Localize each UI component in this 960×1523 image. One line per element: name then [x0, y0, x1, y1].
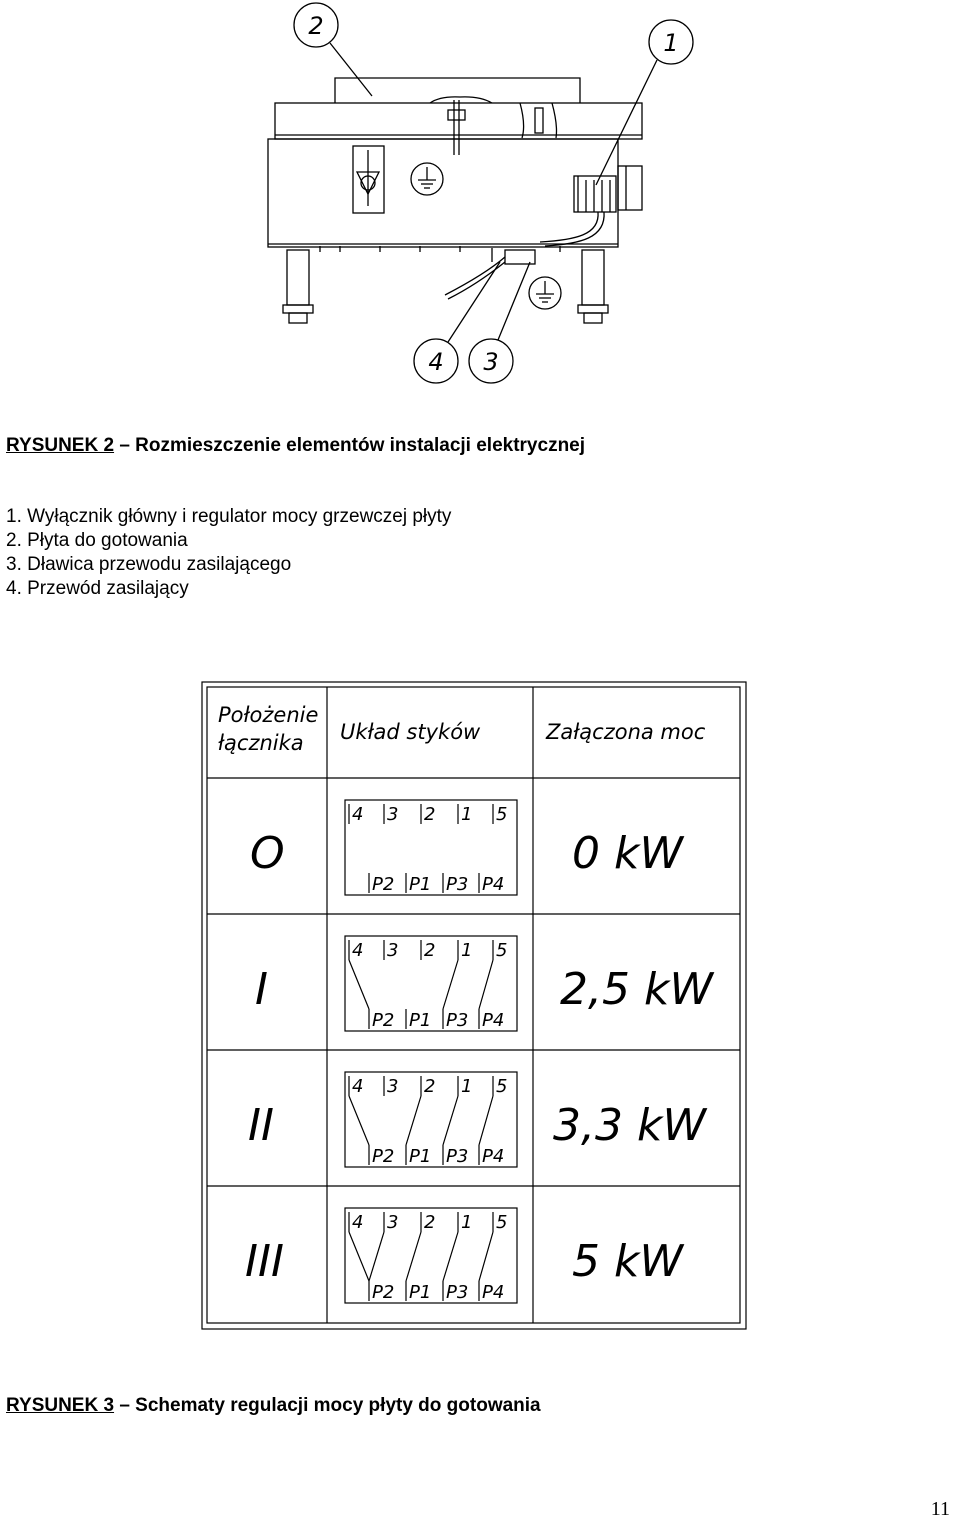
terminal-label: 2 — [424, 804, 436, 825]
top-terminal-labels — [352, 804, 507, 825]
callout-2: 2 — [308, 12, 324, 40]
power-control-table — [200, 680, 750, 1335]
appliance-drawing — [0, 0, 960, 400]
terminal-label: 4 — [352, 1076, 364, 1097]
row-position: I — [255, 964, 268, 1015]
terminal-label: 1 — [461, 1076, 473, 1097]
table-row — [245, 1208, 684, 1303]
figure2-caption — [6, 435, 585, 457]
figure3-caption-label: RYSUNEK 3 — [6, 1395, 115, 1416]
figure2-caption-dash: – — [114, 435, 136, 456]
callout-1: 1 — [663, 29, 679, 57]
header-contacts: Układ styków — [340, 720, 481, 744]
terminal-label: 4 — [352, 940, 364, 961]
terminal-label: 3 — [387, 804, 399, 825]
header-position-line2: łącznika — [218, 731, 304, 755]
terminal-label: P3 — [446, 1010, 469, 1031]
terminal-label: 3 — [387, 1212, 399, 1233]
row-position: III — [245, 1236, 284, 1287]
legend-item-4: 4. Przewód zasilający — [6, 578, 189, 599]
figure2-legend — [6, 505, 451, 601]
figure3-caption-text: Schematy regulacji mocy płyty do gotowania — [135, 1395, 541, 1416]
terminal-label: 5 — [496, 1212, 508, 1233]
figure3-caption-dash: – — [114, 1395, 136, 1416]
terminal-label: 5 — [496, 940, 508, 961]
terminal-label: 2 — [424, 940, 436, 961]
legend-item-3: 3. Dławica przewodu zasilającego — [6, 554, 292, 575]
figure3-caption — [6, 1395, 541, 1417]
terminal-label: 5 — [496, 804, 508, 825]
row-power: 5 kW — [572, 1236, 683, 1287]
terminal-label: P4 — [482, 874, 505, 895]
bottom-terminal-labels — [372, 874, 504, 895]
terminal-label: P4 — [482, 1282, 505, 1303]
terminal-label: 1 — [461, 1212, 473, 1233]
row-position: II — [248, 1100, 274, 1151]
terminal-label: 1 — [461, 940, 473, 961]
figure2-caption-label: RYSUNEK 2 — [6, 435, 115, 456]
row-power: 3,3 kW — [553, 1100, 706, 1151]
terminal-label: 1 — [461, 804, 473, 825]
terminal-label: P3 — [446, 1146, 469, 1167]
legend-item-2: 2. Płyta do gotowania — [6, 530, 188, 551]
table-row — [250, 800, 684, 895]
terminal-label: P1 — [409, 1146, 432, 1167]
terminal-label: P2 — [372, 1282, 395, 1303]
terminal-label: 2 — [424, 1212, 436, 1233]
callout-4: 4 — [428, 348, 444, 376]
terminal-label: P2 — [372, 1146, 395, 1167]
row-position: O — [250, 828, 285, 879]
terminal-label: P4 — [482, 1146, 505, 1167]
terminal-label: 2 — [424, 1076, 436, 1097]
table-row — [255, 936, 714, 1031]
callout-3: 3 — [483, 348, 499, 376]
page-number: 11 — [930, 1498, 950, 1520]
table-row — [248, 1072, 707, 1167]
terminal-label: P1 — [409, 1282, 432, 1303]
terminal-label: P4 — [482, 1010, 505, 1031]
header-power: Załączona moc — [546, 720, 706, 744]
terminal-label: P3 — [446, 1282, 469, 1303]
terminal-label: 3 — [387, 940, 399, 961]
terminal-label: P2 — [372, 874, 395, 895]
terminal-label: 5 — [496, 1076, 508, 1097]
header-position-line1: Położenie — [218, 703, 319, 727]
terminal-label: 4 — [352, 804, 364, 825]
terminal-label: 3 — [387, 1076, 399, 1097]
terminal-label: P1 — [409, 874, 432, 895]
figure2-caption-text: Rozmieszczenie elementów instalacji elektrycznej — [135, 435, 586, 456]
terminal-label: P2 — [372, 1010, 395, 1031]
row-power: 2,5 kW — [560, 964, 713, 1015]
terminal-label: 4 — [352, 1212, 364, 1233]
terminal-label: P1 — [409, 1010, 432, 1031]
terminal-label: P3 — [446, 874, 469, 895]
legend-item-1: 1. Wyłącznik główny i regulator mocy grzewczej płyty — [6, 506, 452, 527]
row-power: 0 kW — [572, 828, 683, 879]
